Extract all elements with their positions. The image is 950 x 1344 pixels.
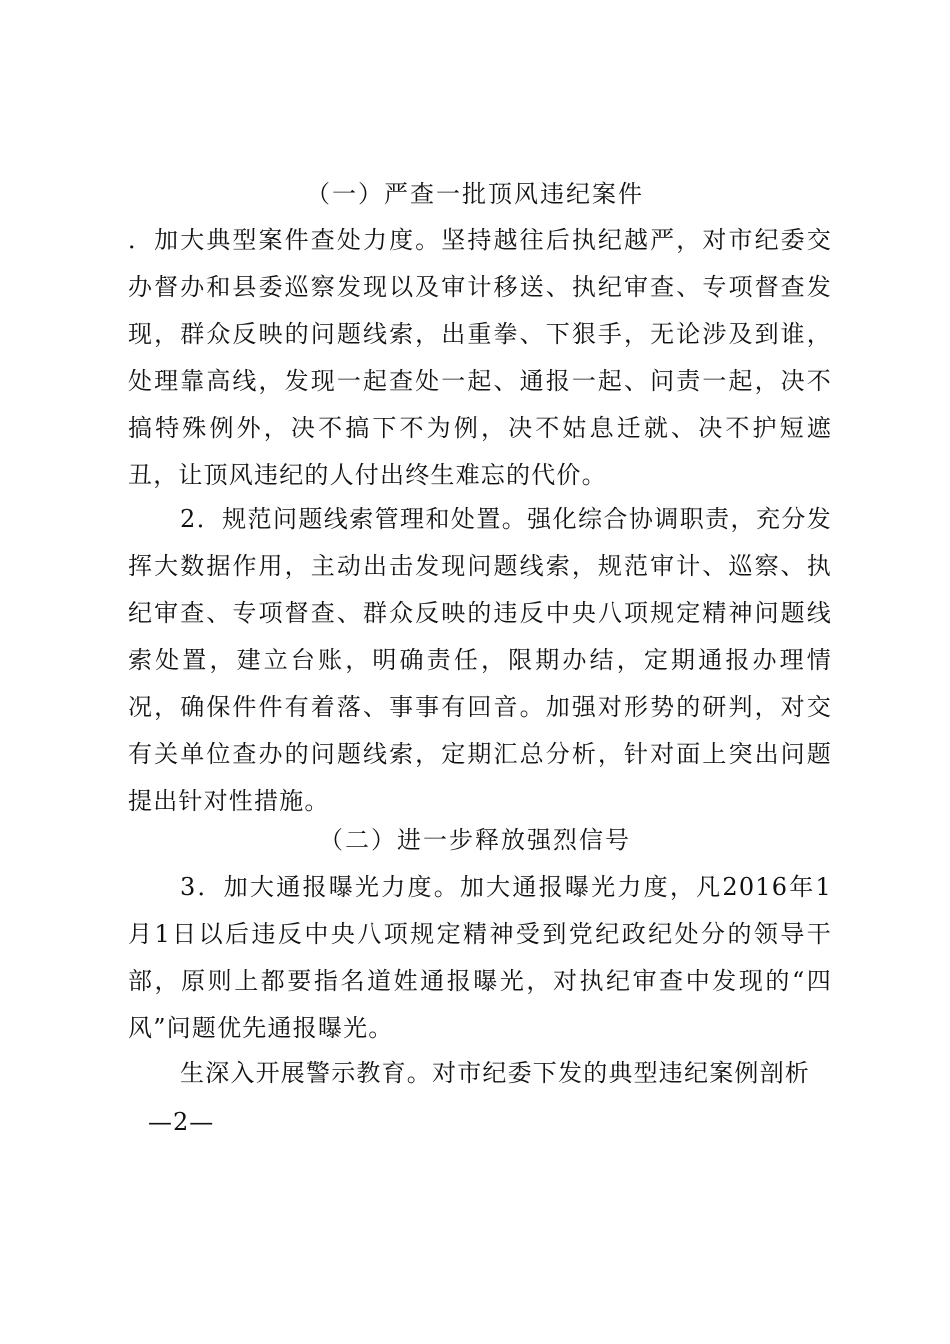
paragraph-4: 生深入开展警示教育。对市纪委下发的典型违纪案例剖析 xyxy=(180,1059,810,1087)
section-heading-2: （二）进一步释放强烈信号 xyxy=(319,826,631,854)
paragraph-1: ．加大典型案件查处力度。坚持越往后执纪越严，对市纪委交办督办和县委巡察发现以及审计移送、执纪审查、专项督查发现，群众反映的问题线索，出重拳、下狠手，无论涉及到谁，处理靠高线，发现一起查处一起、通报一起、问责一起，决不搞特殊例外，决不搞下不为例，决不姑息迁就、决不护短遮丑，让顶风违纪的人付出终生难忘的代价。 xyxy=(128,226,832,489)
page-number: —2— xyxy=(148,1108,215,1136)
paragraph-3: 3．加大通报曝光力度。加大通报曝光力度，凡2016年1月1日以后违反中央八项规定精神受到党纪政纪处分的领导干部，原则上都要指名道姓通报曝光，对执纪审查中发现的“四风”问题优先通报曝光。 xyxy=(128,873,832,1042)
section-heading-1: （一）严查一批顶风违纪案件 xyxy=(306,180,644,208)
paragraph-2: 2．规范问题线索管理和处置。强化综合协调职责，充分发挥大数据作用，主动出击发现问题线索，规范审计、巡察、执纪审查、专项督查、群众反映的违反中央八项规定精神问题线索处置，建立台账，明确责任，限期办结，定期通报办理情况，确保件件有着落、事事有回音。加强对形势的研判，对交有关单位查办的问题线索，定期汇总分析，针对面上突出问题提出针对性措施。 xyxy=(128,505,832,815)
